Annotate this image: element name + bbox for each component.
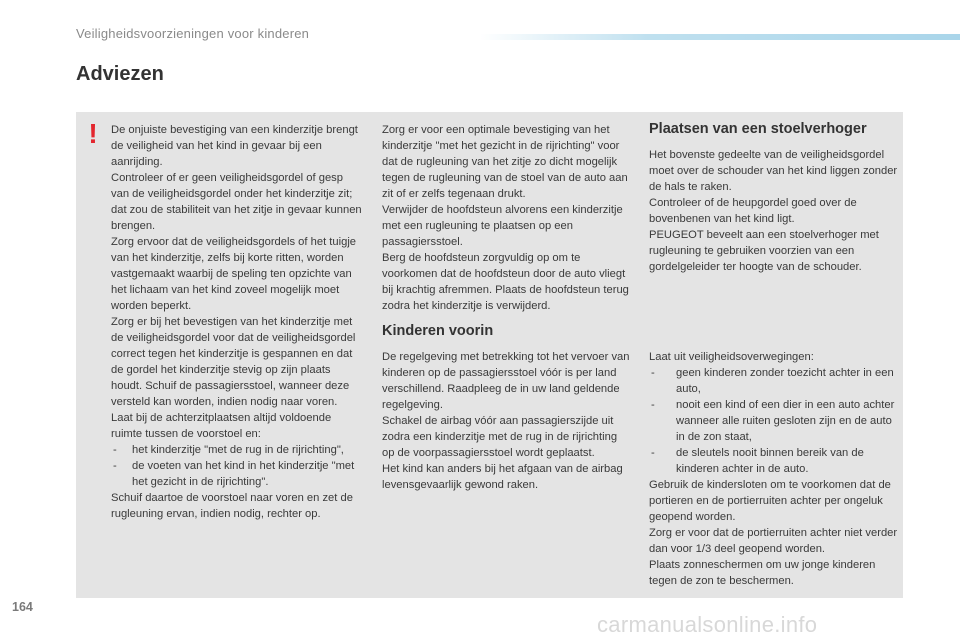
- paragraph: Zorg ervoor dat de veiligheidsgordels of het tuigje van het kinderzitje, zelfs bij korte ritten, worden vastgemaakt waarbij de speling ten opzichte van het lichaam van het kind zoveel mogelijk moet worden beperkt.: [111, 236, 357, 312]
- dash-bullet: -: [651, 447, 655, 459]
- dash-bullet: -: [651, 367, 655, 379]
- paragraph: Plaats zonneschermen om uw jonge kinderen tegen de zon te beschermen.: [649, 559, 876, 587]
- list-item: [649, 445, 899, 477]
- paragraph: Zorg er voor een optimale bevestiging van het kinderzitje "met het gezicht in de rijrichting" voor dat de rugleuning van het zitje zo dicht mogelijk tegen de rugleuning van de stoel van de auto aan zit of er zelfs tegenaan drukt.: [382, 124, 628, 200]
- subheading-stoelverhoger: Plaatsen van een stoelverhoger: [649, 121, 867, 137]
- list-item-text: het kinderzitje "met de rug in de rijrichting",: [132, 444, 344, 456]
- list-item-text: nooit een kind of een dier in een auto achter wanneer alle ruiten gesloten zijn en de auto in de zon staat,: [676, 399, 895, 443]
- header-accent-bar: [480, 34, 960, 40]
- paragraph: Schakel de airbag vóór aan passagierszijde uit zodra een kinderzitje met de rug in de rijrichting op de voorpassagiersstoel wordt geplaatst.: [382, 415, 618, 459]
- watermark: carmanualsonline.info: [597, 612, 818, 637]
- booster-column: [649, 120, 899, 275]
- paragraph: Zorg er voor dat de portierruiten achter niet verder dan voor 1/3 deel geopend worden.: [649, 527, 898, 555]
- paragraph: Gebruik de kindersloten om te voorkomen dat de portieren en de portierruiten achter per ongeluk geopend worden.: [649, 479, 891, 523]
- section-title: Adviezen: [76, 63, 164, 85]
- paragraph: Controleer of de heupgordel goed over de bovenbenen van het kind ligt.: [649, 197, 857, 225]
- paragraph: De onjuiste bevestiging van een kinderzitje brengt de veiligheid van het kind in gevaar bij een aanrijding.: [111, 124, 358, 168]
- dash-bullet: -: [113, 460, 117, 472]
- paragraph: PEUGEOT beveelt aan een stoelverhoger met rugleuning te gebruiken voorzien van een gordelgeleider ter hoogte van de schouder.: [649, 229, 879, 273]
- middle-column: [382, 122, 632, 493]
- dash-bullet: -: [113, 444, 117, 456]
- list-item: [649, 397, 899, 445]
- paragraph: Schuif daartoe de voorstoel naar voren en zet de rugleuning ervan, indien nodig, rechter op.: [111, 492, 353, 520]
- list-item: [649, 365, 899, 397]
- warning-column: [111, 122, 364, 522]
- running-header: Veiligheidsvoorzieningen voor kinderen: [76, 26, 310, 41]
- exclamation-icon: !: [88, 118, 98, 149]
- paragraph: Berg de hoofdsteun zorgvuldig op om te voorkomen dat de hoofdsteun door de auto vliegt bij krachtig afremmen. Plaats de hoofdsteun terug zodra het kinderzitje is verwijderd.: [382, 252, 629, 312]
- list-item-text: de voeten van het kind in het kinderzitje "met het gezicht in de rijrichting".: [132, 460, 355, 488]
- list-item-text: geen kinderen zonder toezicht achter in een auto,: [676, 367, 894, 395]
- paragraph: Laat uit veiligheidsoverwegingen:: [649, 351, 814, 363]
- paragraph: Het bovenste gedeelte van de veiligheidsgordel moet over de schouder van het kind liggen zonder de hals te raken.: [649, 149, 898, 193]
- list-item: [111, 442, 364, 458]
- list-item: [111, 458, 364, 490]
- paragraph: Zorg er bij het bevestigen van het kinderzitje met de veiligheidsgordel voor dat de veiligheidsgordel correct tegen het kinderzitje is gespannen en dat de gordel het kinderzitje stevig op zijn plaats houdt. Schuif de passagiersstoel, wanneer deze versteld kan worden, indien nodig naar voren.: [111, 316, 356, 408]
- paragraph: Verwijder de hoofdsteun alvorens een kinderzitje met een rugleuning te plaatsen op een passagiersstoel.: [382, 204, 623, 248]
- paragraph: De regelgeving met betrekking tot het vervoer van kinderen op de passagiersstoel vóór is per land verschillend. Raadpleeg de in uw land geldende regelgeving.: [382, 351, 630, 411]
- list-item-text: de sleutels nooit binnen bereik van de kinderen achter in de auto.: [676, 447, 864, 475]
- paragraph: Controleer of er geen veiligheidsgordel of gesp van de veiligheidsgordel onder het kinderzitje zit; dat zou de stabiliteit van het zitje in gevaar kunnen brengen.: [111, 172, 362, 232]
- paragraph: Laat bij de achterzitplaatsen altijd voldoende ruimte tussen de voorstoel en:: [111, 412, 332, 440]
- page-number: 164: [12, 600, 33, 614]
- paragraph: Het kind kan anders bij het afgaan van de airbag levensgevaarlijk gewond raken.: [382, 463, 623, 491]
- safety-list-block: [649, 349, 899, 589]
- subheading-kinderen-voorin: Kinderen voorin: [382, 323, 494, 339]
- dash-bullet: -: [651, 399, 655, 411]
